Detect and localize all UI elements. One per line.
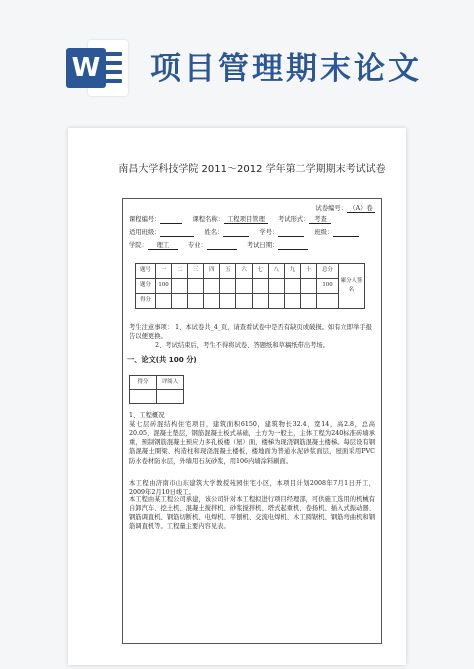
- section-heading: 一、论文(共 100 分): [127, 355, 197, 364]
- banner: [0, 0, 474, 112]
- exam-notice-2: 2、考试结束后，考生不得将试卷、答题纸和草稿纸带出考场。: [155, 342, 330, 349]
- score-table-points-row: 题分 100 100: [136, 279, 365, 294]
- word-document-icon: [66, 40, 128, 96]
- grader-signature-header: 累分人签名: [339, 264, 365, 309]
- student-info-row: 适用班级： 姓名： 学号： 班级：: [129, 228, 359, 237]
- class-field[interactable]: [160, 228, 194, 237]
- score-table-earned-row: 得分: [136, 294, 365, 309]
- paper-number: 试卷编号： （A）卷: [316, 204, 375, 213]
- score-table-header-row: 题号 一 二 三 四 五 六 七 八 九 十 总分 累分人签名: [136, 264, 365, 279]
- course-name-field[interactable]: 工程项目管理: [224, 215, 268, 224]
- essay-paragraph-1: 某七层砖混结构住宅项目，建筑面积6150，建筑物长32.4，宽14，高2.8，总高20.05，混凝土垫层，钢筋混凝土板式基础，土方为一般土，主体工程为240标准砖墙承重，预制钢筋混凝土预应力多孔板楼（屋）面，楼梯为现浇钢筋混凝土楼梯。每层设有钢筋混凝土圈梁、构造柱和现浇混凝土楼板，楼地面为普通水泥砂浆面层，屋面采用PVC防水卷材防水层，外墙用石灰砂浆，用106内墙涂料刷面。: [129, 421, 375, 465]
- score-table: [135, 263, 365, 309]
- college-info-row: 学院： 理工 专业： 考试日期：: [129, 241, 308, 250]
- essay-paragraph-2: 本工程由济南市山东建筑大学教授苑园住宅小区，本项目计划2008年7月1日开工，2009年2月10日竣工。: [129, 480, 375, 497]
- course-code-field[interactable]: [160, 215, 182, 224]
- course-info-row: 课程编号： 课程名称： 工程项目管理 考试形式： 考查: [129, 215, 331, 224]
- grading-mini-table: 得分 评阅人: [129, 375, 184, 404]
- exam-title: 南昌大学科技学院 2011～2012 学年第二学期期末考试试卷: [118, 164, 386, 175]
- essay-paragraph-3: 本工程由某工程公司承建，该公司针对本工程拟进行项目经理部，可供施工选用的机械有自卸汽车、挖土机、混凝土搅拌机、砂浆搅拌机、塔式起重机、卷扬机、插入式振动器、钢筋调直机、钢筋切断机、电焊机、平刨机、交流电焊机、木工圆锯机、钢筋弯曲机和钢筋调直机等。工程量主要内容见表。: [129, 496, 375, 531]
- exam-sheet: [122, 198, 382, 644]
- name-field[interactable]: [223, 228, 249, 237]
- exam-notice-1: 考生注意事项： 1、本试卷共_4_页，请查看试卷中是否有缺页或破损。如有立即举手报告以便更换。: [129, 324, 372, 341]
- overview-heading: 1、工程概况: [129, 412, 165, 419]
- major-field[interactable]: [207, 241, 237, 250]
- word-logo-letter: W: [66, 48, 106, 88]
- college-field[interactable]: 理工: [148, 241, 178, 250]
- classroom-field[interactable]: [333, 228, 359, 237]
- exam-date-field[interactable]: [278, 241, 308, 250]
- student-id-field[interactable]: [278, 228, 304, 237]
- exam-form-field[interactable]: 考查: [309, 215, 331, 224]
- banner-title: 项目管理期末论文: [150, 51, 422, 87]
